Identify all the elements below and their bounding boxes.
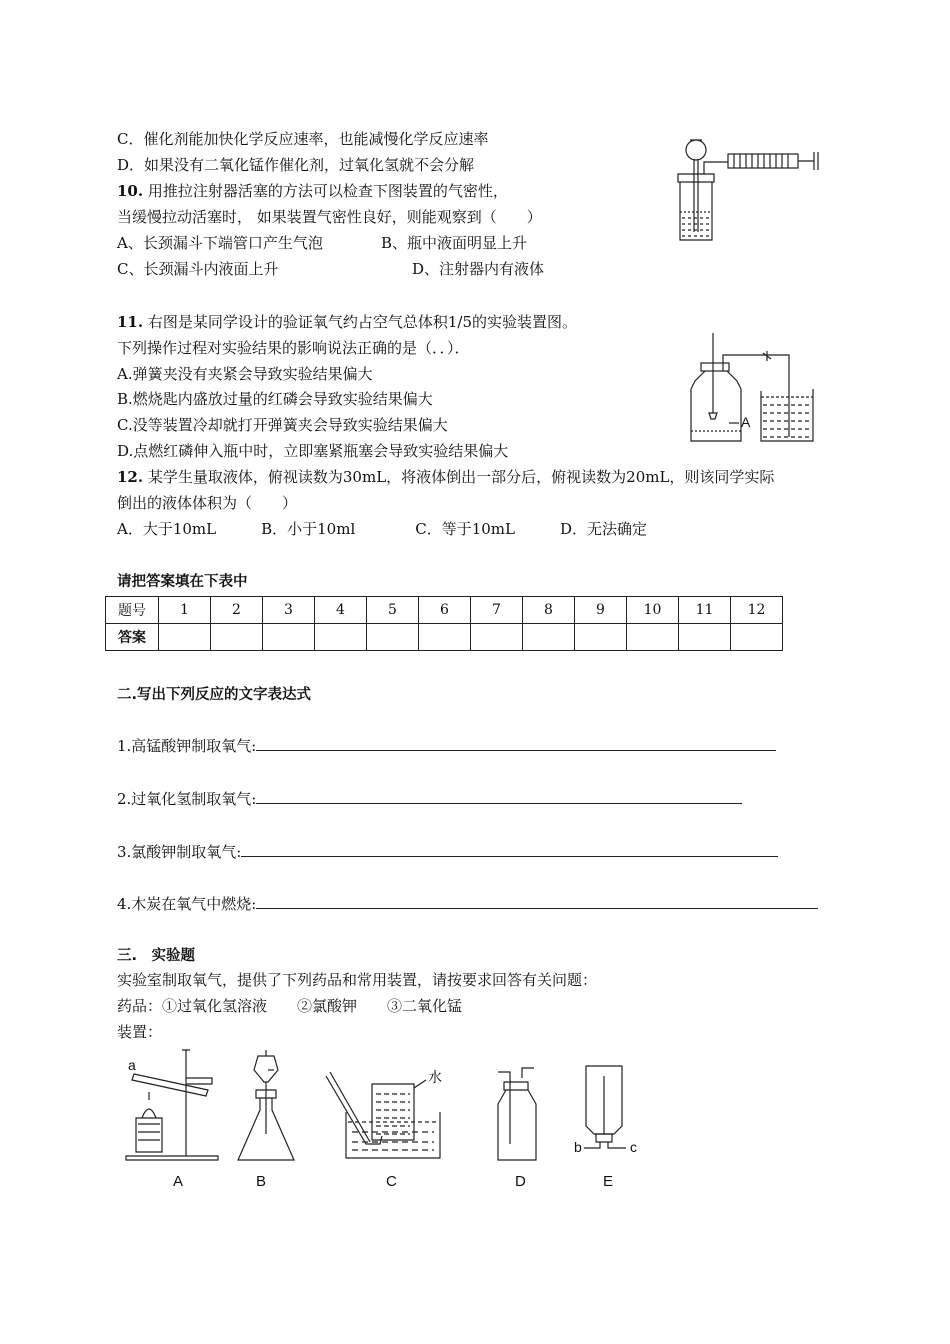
reaction-item-3 — [117, 842, 778, 862]
answer-table-num-8: 8 — [523, 597, 575, 624]
apparatus-c-water-label: 水 — [428, 1069, 442, 1085]
q9-option-c: C．催化剂能加快化学反应速率，也能减慢化学反应速率 — [117, 130, 489, 148]
answer-table-num-5: 5 — [367, 597, 419, 624]
apparatus-e-label-b: b — [574, 1139, 582, 1155]
q10-option-a: A、长颈漏斗下端管口产生气泡 — [117, 234, 323, 252]
q11-option-c: C.没等装置冷却就打开弹簧夹会导致实验结果偏大 — [117, 416, 448, 434]
answer-table-num-10: 10 — [627, 597, 679, 624]
q10-option-c: C、长颈漏斗内液面上升 — [117, 260, 279, 278]
q12-stem-line1 — [117, 467, 774, 487]
apparatus-caption-b: B — [256, 1173, 267, 1190]
answer-table-row1-header: 题号 — [106, 597, 159, 624]
reaction-label-1: 1.高锰酸钾制取氧气: — [117, 737, 257, 755]
answer-cell-2[interactable] — [211, 624, 263, 651]
reaction-item-4 — [117, 894, 818, 914]
apparatus-a-figure — [122, 1048, 222, 1164]
answer-table-num-12: 12 — [731, 597, 783, 624]
apparatus-c-figure — [322, 1062, 452, 1164]
answer-cell-5[interactable] — [367, 624, 419, 651]
answer-table-answer-row — [106, 624, 783, 651]
reaction-item-2 — [117, 789, 742, 809]
q10-apparatus-figure — [668, 132, 828, 244]
reaction-answer-line-3[interactable] — [241, 842, 778, 857]
q11-stem: 右图是某同学设计的验证氧气约占空气总体积1/5的实验装置图。 — [147, 313, 578, 331]
q10-option-d: D、注射器内有液体 — [412, 260, 545, 278]
apparatus-a-label-a: a — [128, 1057, 136, 1073]
apparatus-caption-e: E — [603, 1173, 614, 1190]
q10-number: 10. — [117, 182, 144, 200]
q12-stem-line2: 倒出的液体体积为（ ） — [117, 494, 298, 512]
q11-apparatus-figure — [683, 333, 833, 445]
reaction-answer-line-4[interactable] — [256, 894, 818, 909]
answer-table-num-2: 2 — [211, 597, 263, 624]
q10-stem-line2: 当缓慢拉动活塞时， 如果装置气密性良好，则能观察到（ ） — [117, 208, 542, 226]
q12-stem: 某学生量取液体，俯视读数为30mL，将液体倒出一部分后，俯视读数为20mL，则该同学实际 — [147, 468, 775, 486]
section3-drugs: 药品：①过氧化氢溶液 ②氯酸钾 ③二氧化锰 — [117, 997, 463, 1015]
answer-table-num-7: 7 — [471, 597, 523, 624]
answer-table-number-row — [106, 597, 783, 624]
answer-cell-6[interactable] — [419, 624, 471, 651]
answer-cell-12[interactable] — [731, 624, 783, 651]
q11-stem-line1 — [117, 312, 577, 332]
apparatus-caption-c: C — [386, 1173, 397, 1190]
q12-number: 12. — [117, 468, 144, 486]
apparatus-b-figure — [232, 1048, 302, 1164]
q11-option-d: D.点燃红磷伸入瓶中时，立即塞紧瓶塞会导致实验结果偏大 — [117, 442, 509, 460]
q11-option-b: B.燃烧匙内盛放过量的红磷会导致实验结果偏大 — [117, 390, 433, 408]
answer-table — [105, 596, 783, 651]
apparatus-e-figure — [570, 1062, 650, 1162]
reaction-answer-line-2[interactable] — [256, 789, 742, 804]
reaction-answer-line-1[interactable] — [256, 736, 776, 751]
q11-stem-line2: 下列操作过程对实验结果的影响说法正确的是（．．）． — [117, 339, 470, 357]
answer-cell-10[interactable] — [627, 624, 679, 651]
answer-cell-11[interactable] — [679, 624, 731, 651]
apparatus-d-figure — [490, 1064, 550, 1164]
section2-title: 二.写出下列反应的文字表达式 — [117, 687, 312, 703]
q11-figure-label-a: A — [741, 414, 751, 430]
answer-cell-7[interactable] — [471, 624, 523, 651]
reaction-label-2: 2.过氧化氢制取氧气: — [117, 790, 257, 808]
apparatus-caption-d: D — [515, 1173, 526, 1190]
answer-cell-8[interactable] — [523, 624, 575, 651]
answer-table-row2-header: 答案 — [106, 624, 159, 651]
q12-options: A．大于10mL B．小于10ml C．等于10mL D．无法确定 — [117, 520, 648, 538]
answer-table-num-6: 6 — [419, 597, 471, 624]
answer-table-title: 请把答案填在下表中 — [117, 574, 248, 590]
section3-title: 三. 实验题 — [117, 948, 196, 964]
reaction-label-4: 4.木炭在氧气中燃烧: — [117, 895, 257, 913]
answer-table-num-1: 1 — [159, 597, 211, 624]
answer-table-num-9: 9 — [575, 597, 627, 624]
section3-apparatus-label: 装置： — [117, 1023, 163, 1041]
answer-cell-4[interactable] — [315, 624, 367, 651]
q11-option-a: A.弹簧夹没有夹紧会导致实验结果偏大 — [117, 365, 373, 383]
section3-intro: 实验室制取氧气，提供了下列药品和常用装置，请按要求回答有关问题： — [117, 971, 598, 989]
reaction-item-1 — [117, 736, 776, 756]
answer-table-num-11: 11 — [679, 597, 731, 624]
reaction-label-3: 3.氯酸钾制取氧气: — [117, 843, 242, 861]
apparatus-e-label-c: c — [630, 1139, 637, 1155]
answer-cell-9[interactable] — [575, 624, 627, 651]
q9-option-d: D．如果没有二氧化锰作催化剂，过氧化氢就不会分解 — [117, 156, 475, 174]
apparatus-caption-a: A — [173, 1173, 184, 1190]
answer-cell-3[interactable] — [263, 624, 315, 651]
answer-table-num-4: 4 — [315, 597, 367, 624]
q10-stem-line1 — [117, 181, 508, 201]
q11-number: 11. — [117, 313, 144, 331]
answer-cell-1[interactable] — [159, 624, 211, 651]
q10-option-b: B、瓶中液面明显上升 — [381, 234, 528, 252]
answer-table-num-3: 3 — [263, 597, 315, 624]
q10-stem: 用推拉注射器活塞的方法可以检查下图装置的气密性， — [147, 182, 508, 200]
